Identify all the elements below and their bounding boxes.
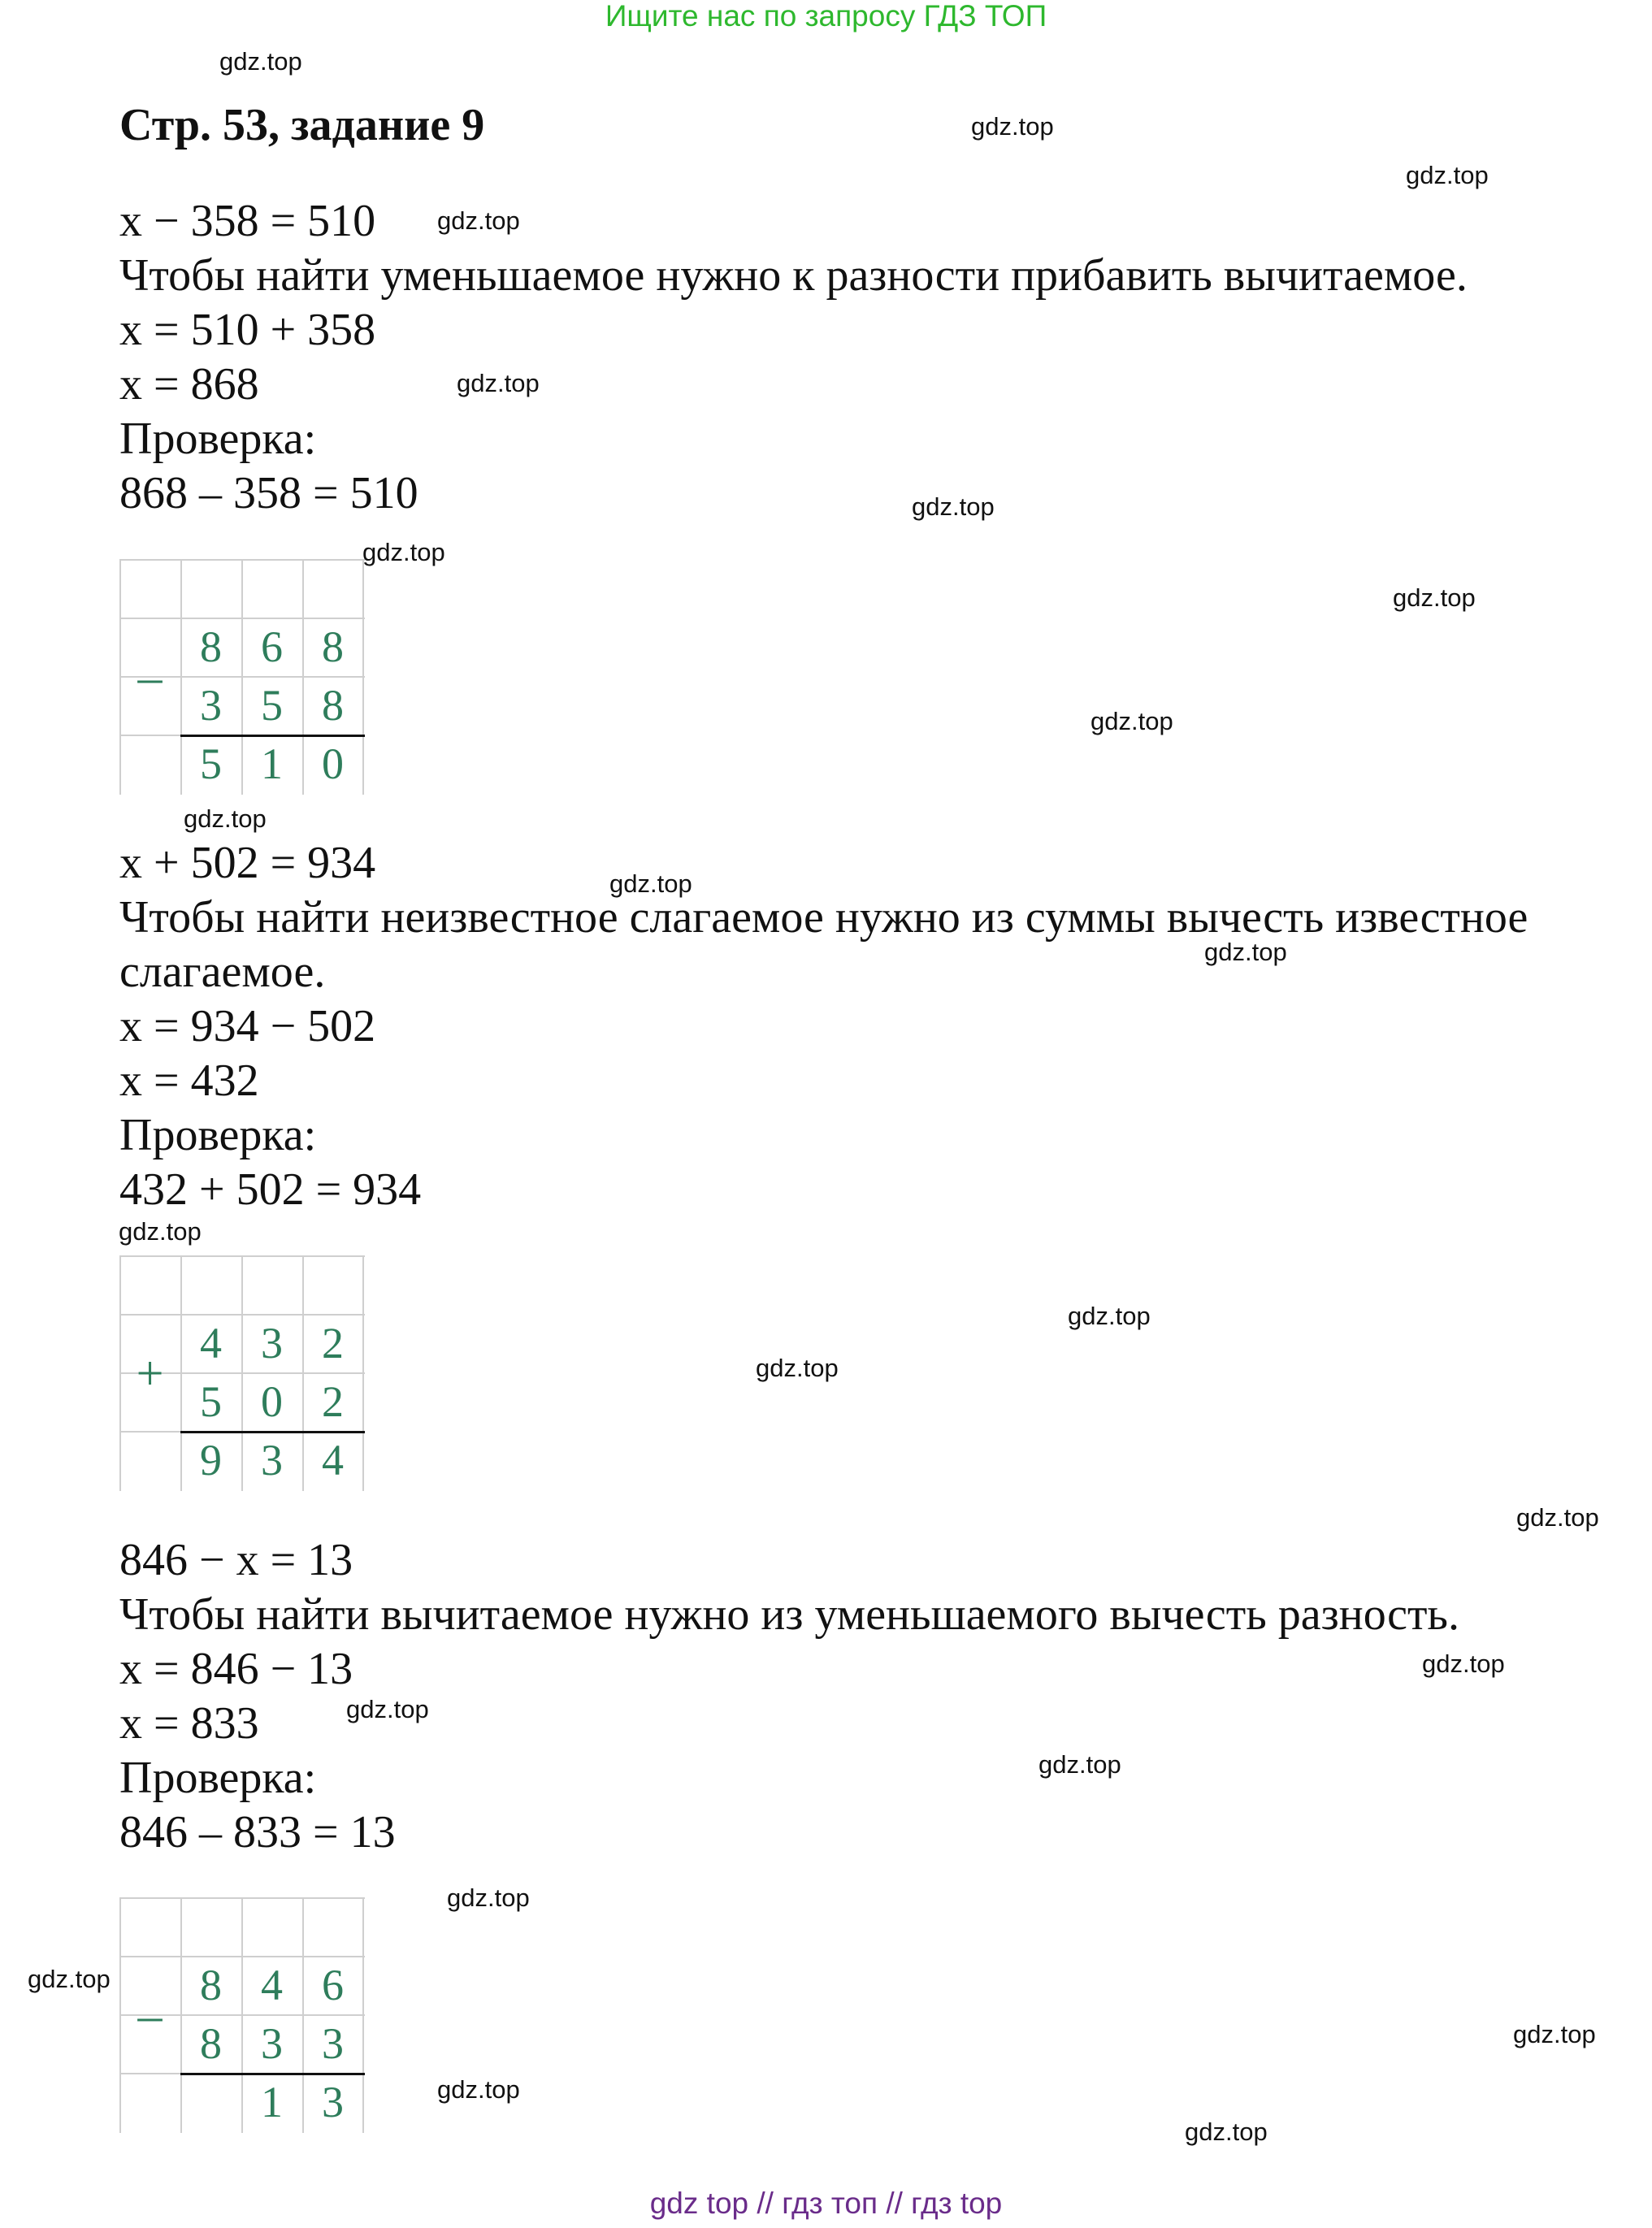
step-2b: x = 432 (119, 1055, 259, 1106)
page-title: Стр. 53, задание 9 (119, 100, 485, 150)
watermark: gdz.top (184, 804, 267, 833)
watermark: gdz.top (119, 1217, 202, 1246)
watermark: gdz.top (756, 1354, 839, 1382)
operator-sign: – (137, 649, 163, 704)
column-calculation-3 (119, 1897, 365, 2133)
watermark: gdz.top (447, 1883, 530, 1912)
footer-links[interactable]: gdz top // гдз топ // гдз top (649, 2187, 1003, 2220)
watermark: gdz.top (912, 492, 995, 521)
step-3b: x = 833 (119, 1698, 259, 1749)
watermark: gdz.top (971, 112, 1054, 141)
watermark: gdz.top (1406, 161, 1489, 189)
watermark: gdz.top (28, 1965, 111, 1993)
watermark: gdz.top (1204, 938, 1287, 966)
bottom-digit: 0 (261, 1377, 283, 1426)
top-digit: 2 (322, 1319, 344, 1368)
operator-sign: + (136, 1346, 164, 1400)
watermark: gdz.top (1068, 1302, 1151, 1330)
top-banner[interactable]: Ищите нас по запросу ГДЗ ТОП (605, 0, 1047, 33)
watermark: gdz.top (437, 2075, 520, 2104)
check-label-1: Проверка: (119, 414, 317, 464)
watermark: gdz.top (1422, 1649, 1505, 1678)
watermark: gdz.top (609, 869, 692, 898)
top-digit: 4 (261, 1961, 283, 2009)
result-rule (180, 735, 365, 737)
watermark: gdz.top (1393, 583, 1476, 612)
result-digit (180, 2073, 241, 2131)
column-calculation-2 (119, 1255, 365, 1491)
bottom-digit: 3 (200, 681, 222, 730)
top-digit: 8 (200, 622, 222, 671)
result-rule (180, 1431, 365, 1433)
watermark: gdz.top (457, 369, 540, 397)
bottom-digit: 5 (200, 1377, 222, 1426)
watermark: gdz.top (1038, 1750, 1121, 1779)
check-2: 432 + 502 = 934 (119, 1164, 422, 1215)
top-digit: 6 (261, 622, 283, 671)
bottom-digit: 3 (261, 2019, 283, 2068)
watermark: gdz.top (362, 538, 445, 566)
bottom-digit: 8 (200, 2019, 222, 2068)
check-label-3: Проверка: (119, 1753, 317, 1803)
top-digit: 3 (261, 1319, 283, 1368)
watermark: gdz.top (346, 1695, 429, 1723)
equation-2: x + 502 = 934 (119, 838, 376, 888)
result-rule (180, 2073, 365, 2075)
rule-2b: слагаемое. (119, 947, 326, 997)
column-calculation-1 (119, 559, 365, 795)
top-digit: 8 (322, 622, 344, 671)
watermark: gdz.top (219, 47, 302, 76)
bottom-digit: 5 (261, 681, 283, 730)
watermark: gdz.top (1090, 707, 1173, 735)
top-digit: 8 (200, 1961, 222, 2009)
rule-3: Чтобы найти вычитаемое нужно из уменьшаемого вычесть разность. (119, 1589, 1459, 1640)
step-2a: x = 934 − 502 (119, 1001, 376, 1051)
watermark: gdz.top (437, 206, 520, 235)
top-digit: 6 (322, 1961, 344, 2009)
step-1a: x = 510 + 358 (119, 305, 376, 355)
result-digit: 0 (322, 739, 344, 788)
bottom-digit: 2 (322, 1377, 344, 1426)
watermark: gdz.top (1185, 2117, 1268, 2146)
check-3: 846 – 833 = 13 (119, 1807, 396, 1857)
watermark: gdz.top (1516, 1503, 1599, 1532)
step-3a: x = 846 − 13 (119, 1644, 353, 1694)
bottom-digit: 3 (322, 2019, 344, 2068)
step-1b: x = 868 (119, 359, 259, 410)
result-digit: 5 (200, 739, 222, 788)
result-digit: 3 (261, 1436, 283, 1485)
rule-2a: Чтобы найти неизвестное слагаемое нужно из суммы вычесть известное (119, 892, 1528, 943)
check-label-2: Проверка: (119, 1110, 317, 1160)
rule-1: Чтобы найти уменьшаемое нужно к разности прибавить вычитаемое. (119, 250, 1468, 301)
operator-sign: – (137, 1987, 163, 2042)
result-digit: 3 (322, 2078, 344, 2126)
top-digit: 4 (200, 1319, 222, 1368)
check-1: 868 – 358 = 510 (119, 468, 418, 518)
equation-1: x − 358 = 510 (119, 196, 376, 246)
result-digit: 9 (200, 1436, 222, 1485)
result-digit: 1 (261, 739, 283, 788)
result-digit: 1 (261, 2078, 283, 2126)
watermark: gdz.top (1513, 2020, 1596, 2048)
equation-3: 846 − x = 13 (119, 1535, 353, 1585)
result-digit: 4 (322, 1436, 344, 1485)
bottom-digit: 8 (322, 681, 344, 730)
